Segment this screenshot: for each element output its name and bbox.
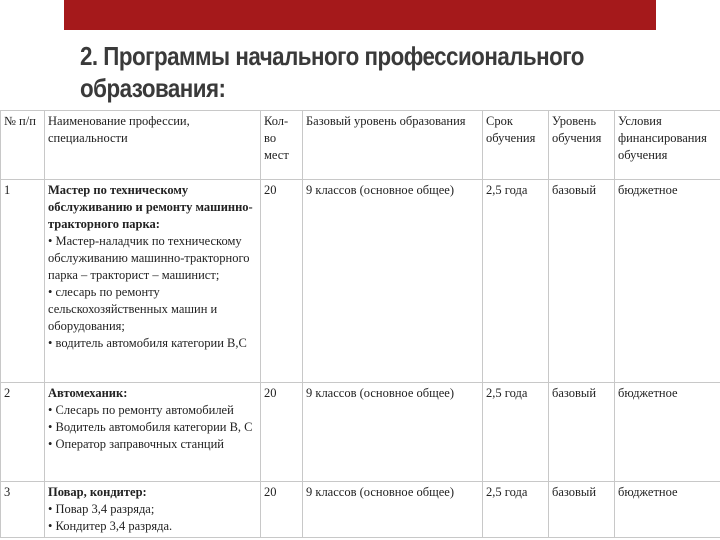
row-number: 1 bbox=[1, 180, 45, 383]
qualification-item: • Повар 3,4 разряда; bbox=[48, 501, 257, 518]
header-seats: Кол-во мест bbox=[261, 111, 303, 180]
row-number: 2 bbox=[1, 383, 45, 482]
level-cell: базовый bbox=[549, 383, 615, 482]
row-number: 3 bbox=[1, 482, 45, 538]
base-education-cell: 9 классов (основное общее) bbox=[303, 383, 483, 482]
profession-cell bbox=[45, 482, 261, 538]
table-header-row bbox=[1, 111, 720, 180]
term-cell: 2,5 года bbox=[483, 482, 549, 538]
page-title: 2. Программы начального профессионального образования: bbox=[80, 41, 584, 103]
qualification-item: • водитель автомобиля категории В,С bbox=[48, 335, 257, 352]
qualification-item: • слесарь по ремонту сельскохозяйственных машин и оборудования; bbox=[48, 284, 257, 335]
profession-name: Автомеханик: bbox=[48, 386, 128, 400]
profession-name: Повар, кондитер: bbox=[48, 485, 147, 499]
seats-cell: 20 bbox=[261, 383, 303, 482]
header-number: № п/п bbox=[1, 111, 45, 180]
qualification-list bbox=[48, 233, 257, 352]
header-financing: Условия финансирования обучения bbox=[615, 111, 720, 180]
table-row bbox=[1, 383, 720, 482]
seats-cell: 20 bbox=[261, 180, 303, 383]
qualification-list bbox=[48, 501, 257, 535]
seats-cell: 20 bbox=[261, 482, 303, 538]
qualification-item: • Водитель автомобиля категории В, С bbox=[48, 419, 257, 436]
table-row bbox=[1, 482, 720, 538]
qualification-item: • Мастер-наладчик по техническому обслуживанию машинно-тракторного парка – тракторист – машинист; bbox=[48, 233, 257, 284]
programs-table bbox=[0, 110, 720, 538]
table-row bbox=[1, 180, 720, 383]
term-cell: 2,5 года bbox=[483, 383, 549, 482]
profession-cell bbox=[45, 180, 261, 383]
base-education-cell: 9 классов (основное общее) bbox=[303, 180, 483, 383]
level-cell: базовый bbox=[549, 482, 615, 538]
header-term: Срок обучения bbox=[483, 111, 549, 180]
term-cell: 2,5 года bbox=[483, 180, 549, 383]
financing-cell: бюджетное bbox=[615, 482, 720, 538]
profession-cell bbox=[45, 383, 261, 482]
header-base-education: Базовый уровень образования bbox=[303, 111, 483, 180]
qualification-item: • Слесарь по ремонту автомобилей bbox=[48, 402, 257, 419]
qualification-item: • Оператор заправочных станций bbox=[48, 436, 257, 453]
header-profession: Наименование профессии, специальности bbox=[45, 111, 261, 180]
accent-bar bbox=[64, 0, 656, 30]
financing-cell: бюджетное bbox=[615, 180, 720, 383]
header-level: Уровень обучения bbox=[549, 111, 615, 180]
qualification-list bbox=[48, 402, 257, 453]
level-cell: базовый bbox=[549, 180, 615, 383]
base-education-cell: 9 классов (основное общее) bbox=[303, 482, 483, 538]
financing-cell: бюджетное bbox=[615, 383, 720, 482]
qualification-item: • Кондитер 3,4 разряда. bbox=[48, 518, 257, 535]
profession-name: Мастер по техническому обслуживанию и ремонту машинно-тракторного парка: bbox=[48, 183, 253, 231]
